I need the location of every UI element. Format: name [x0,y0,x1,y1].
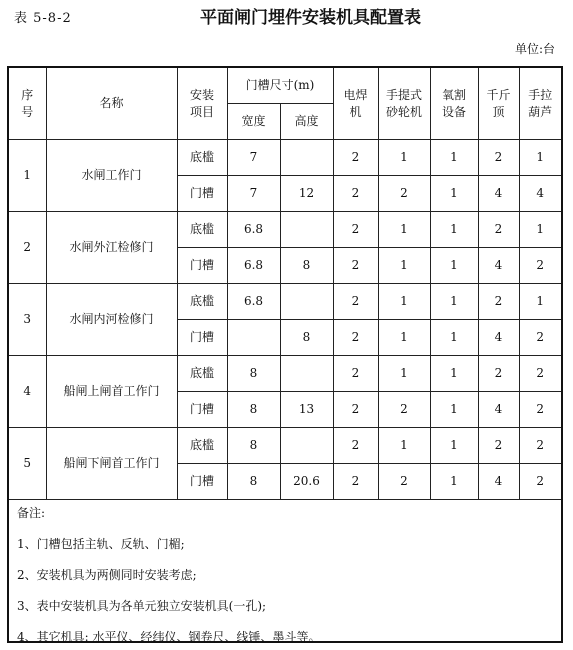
header-height: 高度 [280,104,333,140]
table-frame [7,66,563,643]
cell-grinder: 1 [378,320,430,356]
cell-grinder: 1 [378,428,430,464]
cell-hoist: 2 [519,356,561,392]
header-slot-size: 门槽尺寸(m) [227,68,333,104]
cell-width: 8 [227,428,280,464]
cell-oxygen-cutter: 1 [430,212,478,248]
cell-seq: 3 [9,284,46,356]
header-oxygen-cutter [430,68,478,140]
header-name: 名称 [46,68,177,140]
cell-width: 6.8 [227,248,280,284]
cell-welder: 2 [333,320,378,356]
cell-jack: 4 [478,248,519,284]
cell-height: 13 [280,392,333,428]
cell-height: 20.6 [280,464,333,500]
cell-grinder: 2 [378,392,430,428]
note-item: 4、其它机具: 水平仪、经纬仪、钢卷尺、线锤、墨斗等。 [17,630,321,644]
cell-oxygen-cutter: 1 [430,356,478,392]
cell-oxygen-cutter: 1 [430,428,478,464]
cell-grinder: 1 [378,248,430,284]
header-welder-text: 电焊机 [343,87,368,119]
page-title: 平面闸门埋件安装机具配置表 [200,8,421,28]
cell-hoist: 1 [519,284,561,320]
cell-jack: 2 [478,284,519,320]
cell-height: 12 [280,176,333,212]
cell-width: 8 [227,464,280,500]
header-jack [478,68,519,140]
cell-grinder: 1 [378,284,430,320]
cell-welder: 2 [333,140,378,176]
cell-welder: 2 [333,392,378,428]
notes-label: 备注: [17,506,46,520]
cell-height [280,140,333,176]
cell-item: 底槛 [177,212,227,248]
note-item: 3、表中安装机具为各单元独立安装机具(一孔); [17,599,267,613]
cell-jack: 4 [478,176,519,212]
cell-welder: 2 [333,428,378,464]
note-item: 2、安装机具为两侧同时安装考虑; [17,568,197,582]
cell-item: 底槛 [177,140,227,176]
table-row [9,212,561,248]
cell-item: 门槽 [177,464,227,500]
header-hoist-text: 手拉葫芦 [528,87,553,119]
cell-name: 水闸外江检修门 [46,212,177,284]
cell-height [280,212,333,248]
cell-welder: 2 [333,248,378,284]
cell-name: 水闸内河检修门 [46,284,177,356]
unit-label: 单位:台 [514,42,555,56]
cell-grinder: 1 [378,356,430,392]
cell-width [227,320,280,356]
cell-grinder: 1 [378,140,430,176]
cell-seq: 4 [9,356,46,428]
cell-grinder: 1 [378,212,430,248]
header-oxygen-cutter-text: 氧割设备 [442,87,467,119]
cell-grinder: 2 [378,464,430,500]
cell-name: 船闸下闸首工作门 [46,428,177,500]
cell-height: 8 [280,248,333,284]
header-jack-text: 千斤顶 [486,87,511,119]
cell-hoist: 1 [519,140,561,176]
cell-hoist: 2 [519,320,561,356]
cell-oxygen-cutter: 1 [430,176,478,212]
cell-item: 门槽 [177,248,227,284]
cell-jack: 4 [478,392,519,428]
cell-hoist: 1 [519,212,561,248]
cell-oxygen-cutter: 1 [430,248,478,284]
table-row [9,284,561,320]
cell-width: 8 [227,392,280,428]
equipment-table [9,68,561,500]
table-row [9,140,561,176]
cell-item: 门槽 [177,176,227,212]
cell-oxygen-cutter: 1 [430,284,478,320]
cell-oxygen-cutter: 1 [430,392,478,428]
header-grinder-text: 手提式砂轮机 [386,87,423,119]
cell-grinder: 2 [378,176,430,212]
note-item: 1、门槽包括主轨、反轨、门楣; [17,537,185,551]
header-seq [9,68,46,140]
header-width: 宽度 [227,104,280,140]
cell-welder: 2 [333,464,378,500]
cell-item: 底槛 [177,356,227,392]
cell-jack: 4 [478,320,519,356]
cell-jack: 2 [478,428,519,464]
cell-oxygen-cutter: 1 [430,320,478,356]
cell-width: 6.8 [227,212,280,248]
cell-height [280,428,333,464]
header-grinder [378,68,430,140]
cell-item: 底槛 [177,428,227,464]
cell-welder: 2 [333,176,378,212]
cell-welder: 2 [333,284,378,320]
table-row [9,356,561,392]
cell-width: 8 [227,356,280,392]
cell-name: 水闸工作门 [46,140,177,212]
cell-hoist: 2 [519,392,561,428]
cell-width: 7 [227,176,280,212]
cell-welder: 2 [333,356,378,392]
cell-jack: 4 [478,464,519,500]
header-item-text: 安装项目 [190,87,215,119]
cell-width: 6.8 [227,284,280,320]
cell-jack: 2 [478,356,519,392]
table-row [9,428,561,464]
header-item [177,68,227,140]
cell-hoist: 2 [519,248,561,284]
cell-item: 门槽 [177,392,227,428]
cell-oxygen-cutter: 1 [430,140,478,176]
cell-jack: 2 [478,212,519,248]
cell-seq: 5 [9,428,46,500]
cell-width: 7 [227,140,280,176]
cell-hoist: 2 [519,464,561,500]
table-number: 表 5-8-2 [14,11,72,26]
cell-height [280,356,333,392]
cell-oxygen-cutter: 1 [430,464,478,500]
cell-item: 门槽 [177,320,227,356]
header-welder [333,68,378,140]
cell-seq: 1 [9,140,46,212]
header-seq-text: 序号 [21,87,34,119]
cell-height: 8 [280,320,333,356]
cell-welder: 2 [333,212,378,248]
header-hoist [519,68,561,140]
cell-hoist: 2 [519,428,561,464]
cell-jack: 2 [478,140,519,176]
cell-height [280,284,333,320]
cell-seq: 2 [9,212,46,284]
cell-hoist: 4 [519,176,561,212]
cell-item: 底槛 [177,284,227,320]
cell-name: 船闸上闸首工作门 [46,356,177,428]
